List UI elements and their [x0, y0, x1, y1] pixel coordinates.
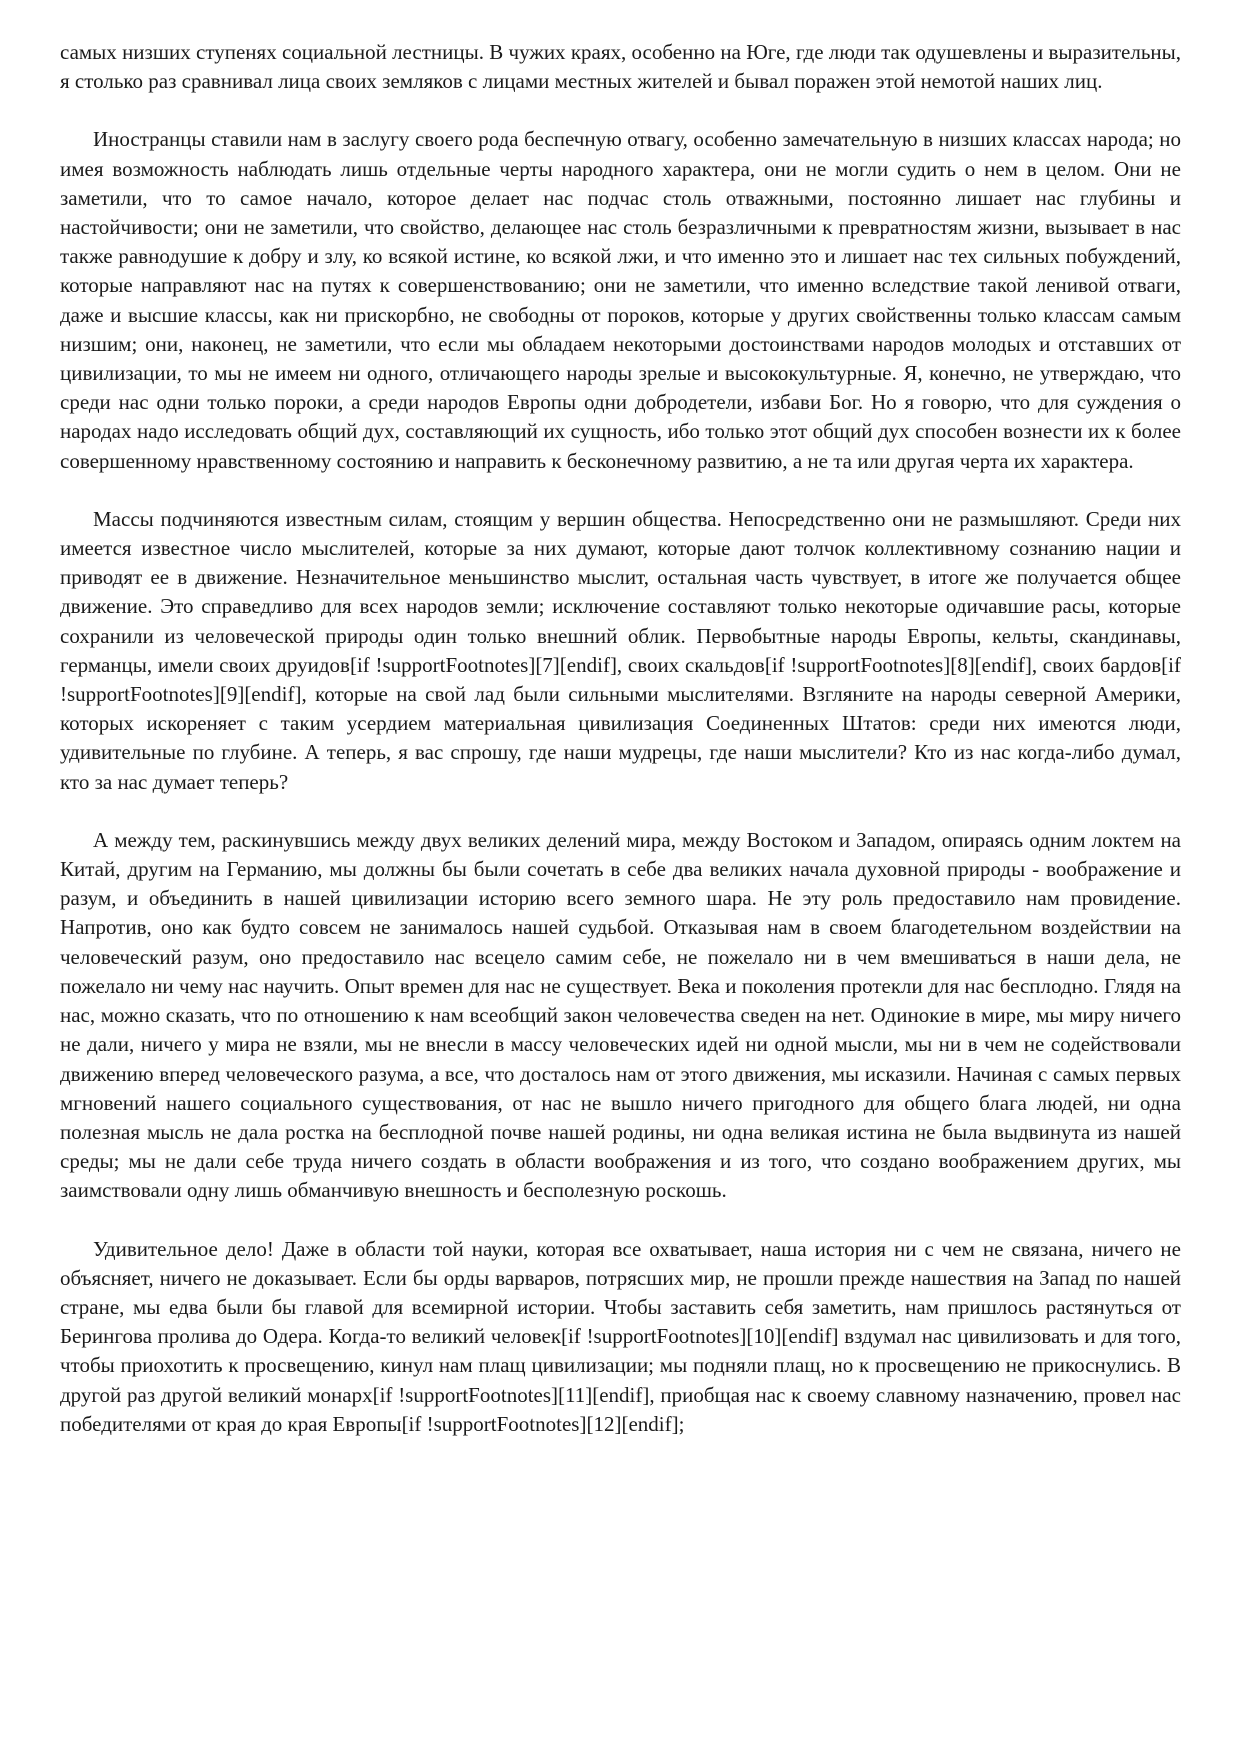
paragraph-3: Массы подчиняются известным силам, стоящим у вершин общества. Непосредственно они не размышляют. Среди них имеется известное число мыслителей, которые за них думают, которые дают толчок коллективному сознанию нации и приводят ее в движение. Незначительное меньшинство мыслит, остальная часть чувствует, в итоге же получается общее движение. Это справедливо для всех народов земли; исключение составляют только некоторые одичавшие расы, которые сохранили из человеческой природы один только внешний облик. Первобытные народы Европы, кельты, скандинавы, германцы, имели своих друидов[if !supportFootnotes][7][endif], своих скальдов[if !supportFootnotes][8][endif], своих бардов[if !supportFootnotes][9][endif], которые на свой лад были сильными мыслителями. Взгляните на народы северной Америки, которых искореняет с таким усердием материальная цивилизация Соединенных Штатов: среди них имеются люди, удивительные по глубине. А теперь, я вас спрошу, где наши мудрецы, где наши мыслители? Кто из нас когда-либо думал, кто за нас думает теперь?	[60, 506, 1181, 794]
paragraph-2: Иностранцы ставили нам в заслугу своего рода беспечную отвагу, особенно замечательную в низших классах народа; но имея возможность наблюдать лишь отдельные черты народного характера, они не могли судить о нем в целом. Они не заметили, что то самое начало, которое делает нас подчас столь отважными, постоянно лишает нас глубины и настойчивости; они не заметили, что свойство, делающее нас столь безразличными к превратностям жизни, вызывает в нас также равнодушие к добру и злу, ко всякой истине, ко всякой лжи, и что именно это и лишает нас тех сильных побуждений, которые направляют нас на путях к совершенствованию; они не заметили, что именно вследствие такой ленивой отваги, даже и высшие классы, как ни прискорбно, не свободны от пороков, которые у других свойственны только классам самым низшим; они, наконец, не заметили, что если мы обладаем некоторыми достоинствами народов молодых и отставших от цивилизации, то мы не имеем ни одного, отличающего народы зрелые и высококультурные. Я, конечно, не утверждаю, что среди нас одни только пороки, а среди народов Европы одни добродетели, избави Бог. Но я говорю, что для суждения о народах надо исследовать общий дух, составляющий их сущность, ибо только этот общий дух способен вознести их к более совершенному нравственному состоянию и направить к бесконечному развитию, а не та или другая черта их характера.	[60, 127, 1181, 473]
paragraph-1: самых низших ступенях социальной лестницы. В чужих краях, особенно на Юге, где люди так одушевлены и выразительны, я столько раз сравнивал лица своих земляков с лицами местных жителей и бывал поражен этой немотой наших лиц.	[60, 40, 1181, 94]
document-page	[60, 38, 1181, 1468]
paragraph-4: А между тем, раскинувшись между двух великих делений мира, между Востоком и Западом, опираясь одним локтем на Китай, другим на Германию, мы должны бы были сочетать в себе два великих начала духовной природы - воображение и разум, и объединить в нашей цивилизации историю всего земного шара. Не эту роль предоставило нам провидение. Напротив, оно как будто совсем не занималось нашей судьбой. Отказывая нам в своем благодетельном воздействии на человеческий разум, оно предоставило нас всецело самим себе, не пожелало ни в чем вмешиваться в наши дела, не пожелало ни чему нас научить. Опыт времен для нас не существует. Века и поколения протекли для нас бесплодно. Глядя на нас, можно сказать, что по отношению к нам всеобщий закон человечества сведен на нет. Одинокие в мире, мы миру ничего не дали, ничего у мира не взяли, мы не внесли в массу человеческих идей ни одной мысли, мы ни в чем не содействовали движению вперед человеческого разума, а все, что досталось нам от этого движения, мы исказили. Начиная с самых первых мгновений нашего социального существования, от нас не вышло ничего пригодного для общего блага людей, ни одна полезная мысль не дала ростка на бесплодной почве нашей родины, ни одна великая истина не была выдвинута из нашей среды; мы не дали себе труда ничего создать в области воображения и из того, что создано воображением других, мы заимствовали одну лишь обманчивую внешность и бесполезную роскошь.	[60, 827, 1181, 1203]
paragraph-5: Удивительное дело! Даже в области той науки, которая все охватывает, наша история ни с чем не связана, ничего не объясняет, ничего не доказывает. Если бы орды варваров, потрясших мир, не прошли прежде нашествия на Запад по нашей стране, мы едва были бы главой для всемирной истории. Чтобы заставить себя заметить, нам пришлось растянуться от Берингова пролива до Одера. Когда-то великий человек[if !supportFootnotes][10][endif] вздумал нас цивилизовать и для того, чтобы приохотить к просвещению, кинул нам плащ цивилизации; мы подняли плащ, но к просвещению не прикоснулись. В другой раз другой великий монарх[if !supportFootnotes][11][endif], приобщая нас к своему славному назначению, провел нас победителями от края до края Европы[if !supportFootnotes][12][endif];	[60, 1236, 1181, 1436]
